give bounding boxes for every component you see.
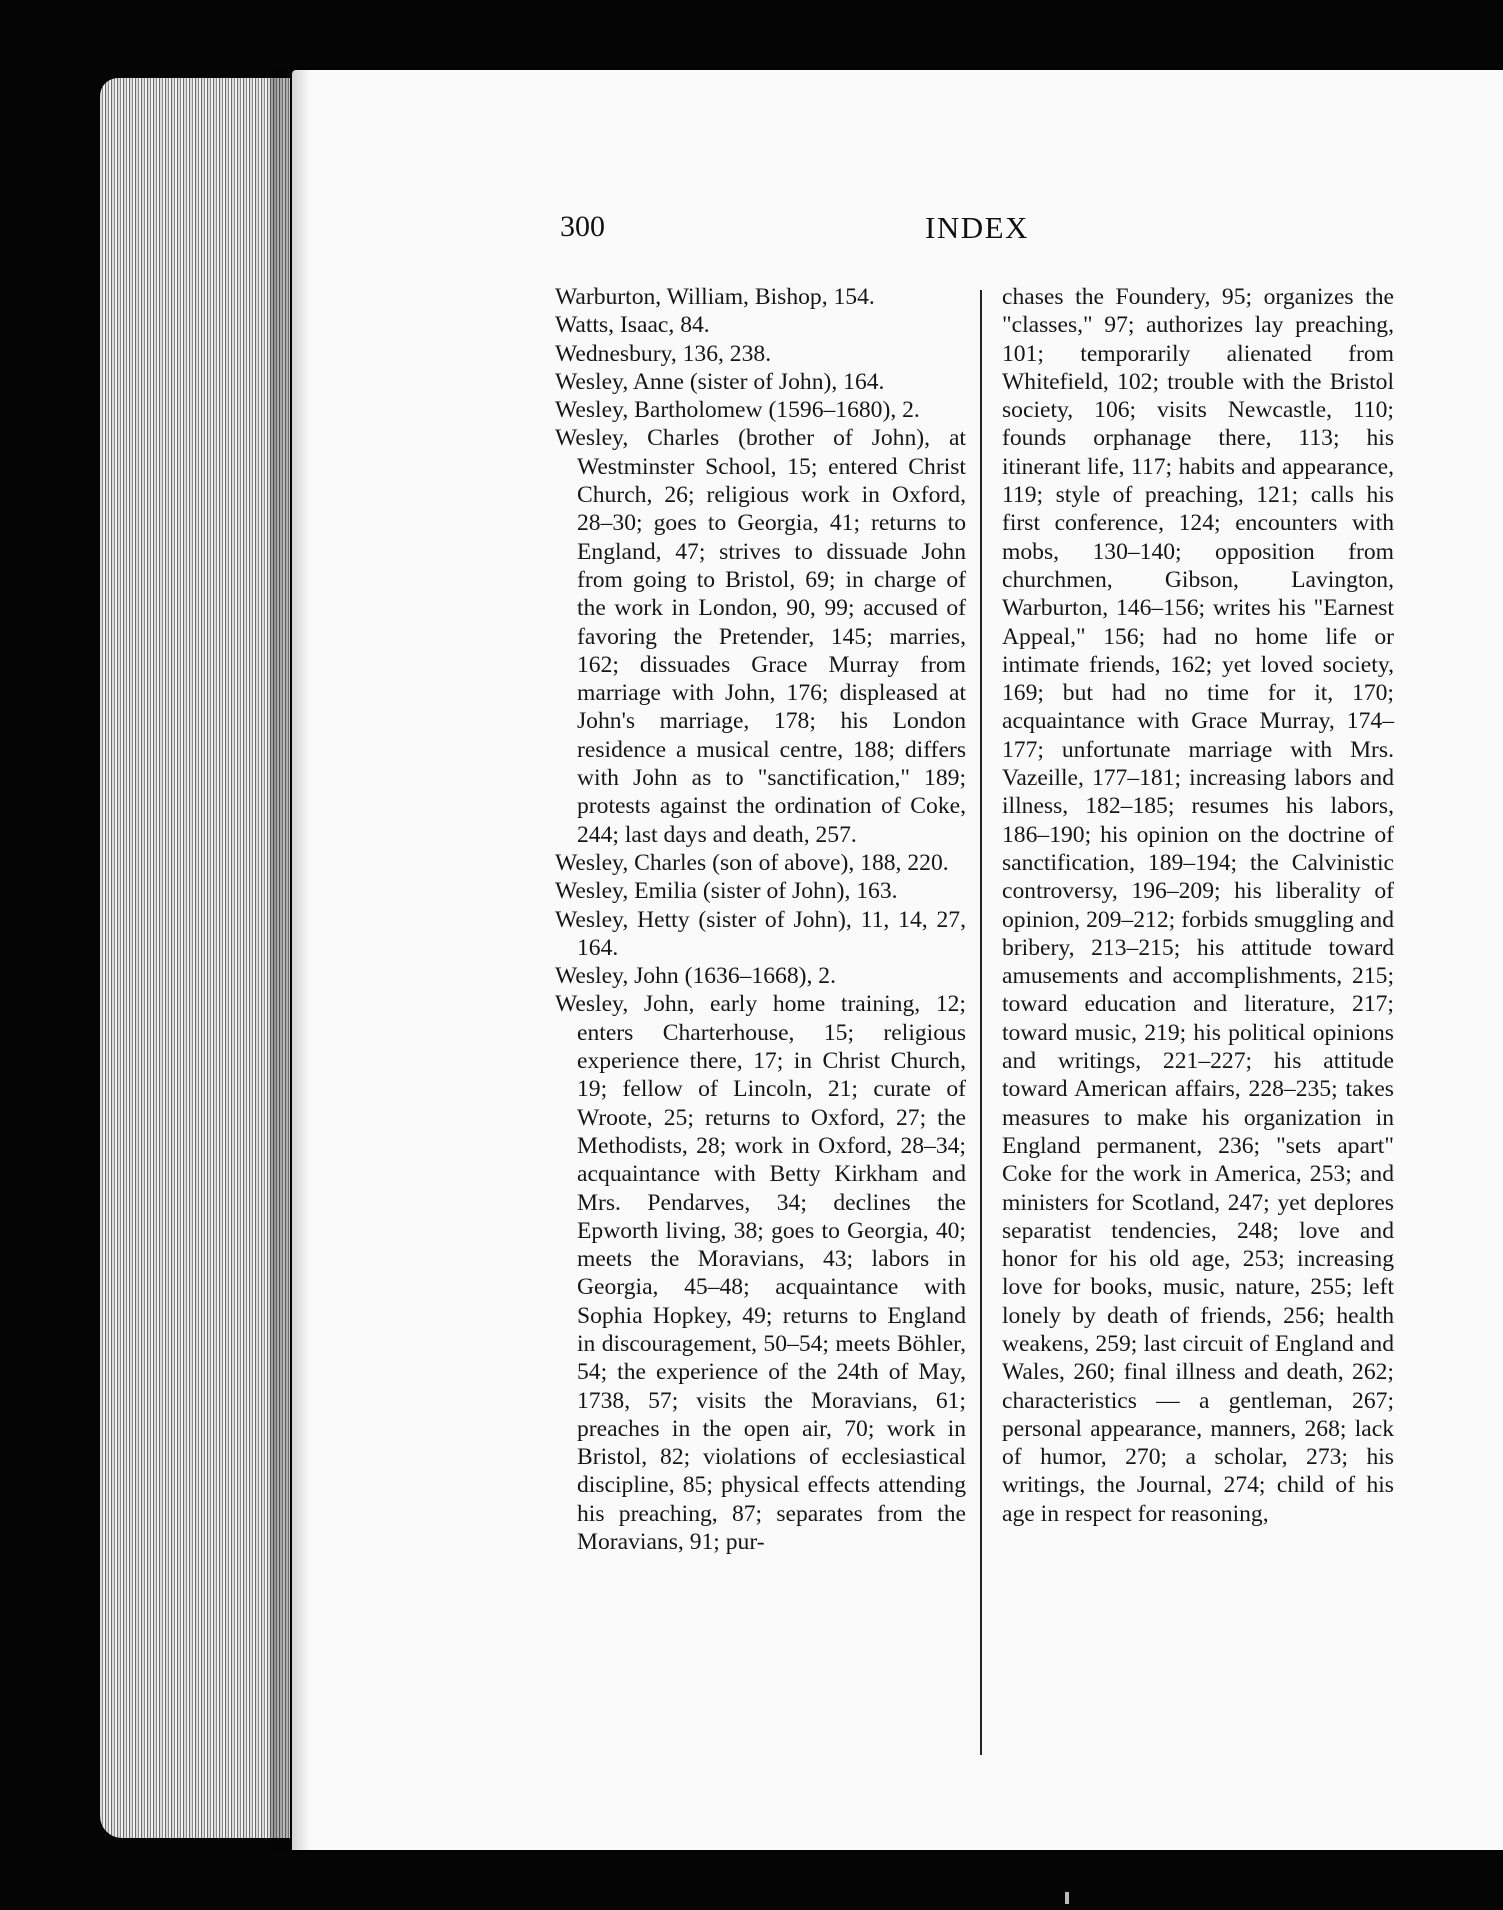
index-entry: Wesley, Hetty (sister of John), 11, 14, 27, 164.	[555, 906, 966, 961]
index-entry: Wesley, John (1636–1668), 2.	[555, 963, 836, 990]
section-title: INDEX	[925, 210, 1029, 245]
index-entry: Wesley, Emilia (sister of John), 163.	[555, 878, 898, 905]
index-column-right	[1002, 283, 1394, 1528]
index-entry: Warburton, William, Bishop, 154.	[555, 284, 875, 310]
index-entry: Watts, Isaac, 84.	[555, 312, 710, 339]
spine-shadow	[270, 70, 310, 1850]
index-entry: Wesley, Anne (sister of John), 164.	[555, 368, 885, 395]
page-number: 300	[560, 210, 605, 243]
column-divider	[980, 290, 982, 1755]
running-head	[560, 210, 1030, 250]
index-entry: Wesley, Charles (son of above), 188, 220.	[555, 849, 949, 876]
page-mark	[1065, 1892, 1069, 1904]
index-entry: Wesley, John, early home training, 12; enters Charterhouse, 15; religious experience there, 17; in Christ Church, 19; fellow of Lincoln, 21; curate of Wroote, 25; returns to Oxford, 27; the Methodists, 28; work in Oxford, 28–34; acquaintance with Betty Kirkham and Mrs. Pendarves, 34; declines the Epworth living, 38; goes to Georgia, 40; meets the Moravians, 43; labors in Georgia, 45–48; acquaintance with Sophia Hopkey, 49; returns to England in discouragement, 50–54; meets Böhler, 54; the experience of the 24th of May, 1738, 57; visits the Moravians, 61; preaches in the open air, 70; work in Bristol, 82; violations of ecclesiastical discipline, 85; physical effects attending his preaching, 87; separates from the Moravians, 91; pur-	[555, 991, 966, 1556]
index-entry: Wesley, Bartholomew (1596–1680), 2.	[555, 397, 920, 424]
index-entry-continuation: chases the Foundery, 95; organizes the "classes," 97; authorizes lay preaching, 101; temporarily alienated from Whitefield, 102; trouble with the Bristol society, 106; visits Newcastle, 110; founds orphanage there, 113; his itinerant life, 117; habits and appearance, 119; style of preaching, 121; calls his first conference, 124; encounters with mobs, 130–140; opposition from churchmen, Gibson, Lavington, Warburton, 146–156; writes his "Earnest Appeal," 156; had no home life or intimate friends, 162; yet loved society, 169; but had no time for it, 170; acquaintance with Grace Murray, 174–177; unfortunate marriage with Mrs. Vazeille, 177–181; increasing labors and illness, 182–185; resumes his labors, 186–190; his opinion on the doctrine of sanctification, 189–194; the Calvinistic controversy, 196–209; his liberality of opinion, 209–212; forbids smuggling and bribery, 213–215; his attitude toward amusements and accomplishments, 215; toward education and literature, 217; toward music, 219; his political opinions and writings, 221–227; his attitude toward American affairs, 228–235; takes measures to make his organization in England permanent, 236; "sets apart" Coke for the work in America, 253; and ministers for Scotland, 247; yet deplores separatist tendencies, 248; love and honor for his old age, 253; increasing love for books, music, nature, 255; left lonely by death of friends, 256; health weakens, 259; last circuit of England and Wales, 260; final illness and death, 262; characteristics — a gentleman, 267; personal appearance, manners, 268; lack of humor, 270; a scholar, 273; his writings, the Journal, 274; child of his age in respect for reasoning,	[1002, 284, 1394, 1527]
book-page-edges	[100, 78, 290, 1838]
index-entry: Wednesbury, 136, 238.	[555, 340, 772, 367]
index-column-left	[555, 283, 966, 1556]
index-entry: Wesley, Charles (brother of John), at Westminster School, 15; entered Christ Church, 26; religious work in Oxford, 28–30; goes to Georgia, 41; returns to England, 47; strives to dissuade John from going to Bristol, 69; in charge of the work in London, 90, 99; accused of favoring the Pretender, 145; marries, 162; dissuades Grace Murray from marriage with John, 176; displeased at John's marriage, 178; his London residence a musical centre, 188; differs with John as to "sanctification," 189; protests against the ordination of Coke, 244; last days and death, 257.	[555, 425, 966, 848]
